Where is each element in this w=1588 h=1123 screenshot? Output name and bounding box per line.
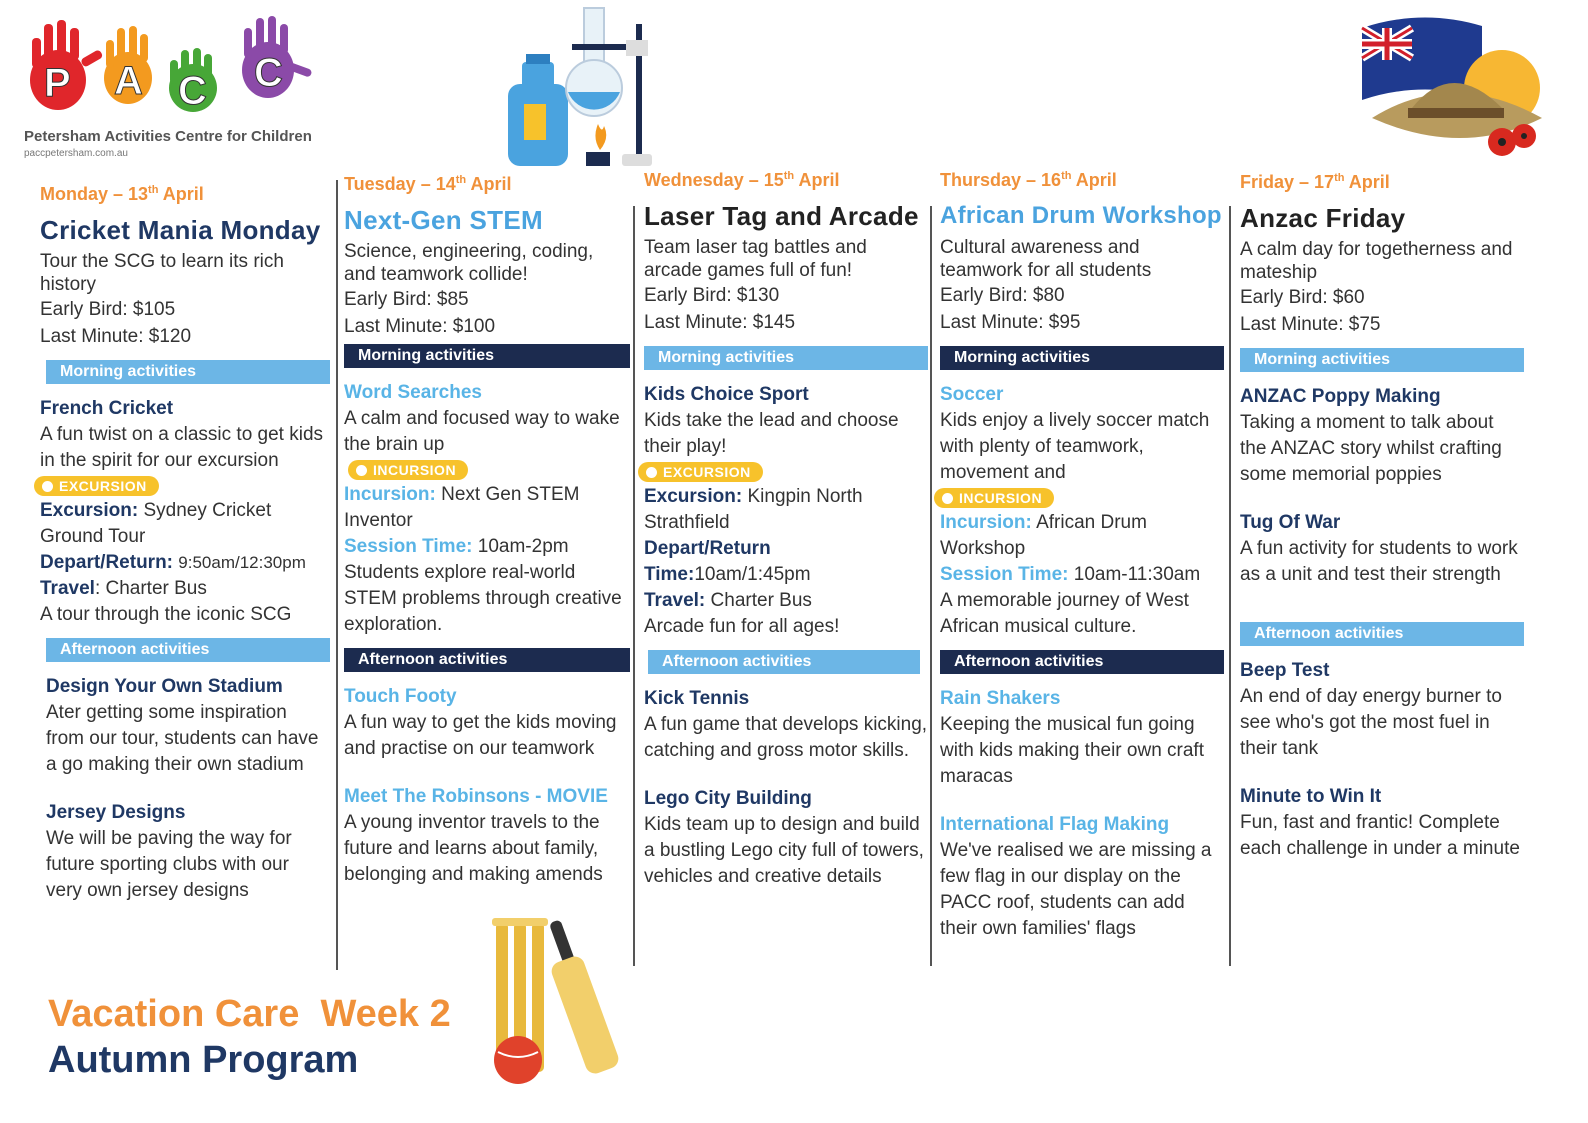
activity-text: Kids enjoy a lively soccer match with plenty of teamwork, movement and xyxy=(940,410,1210,483)
last-minute-price: Last Minute: $100 xyxy=(344,316,496,337)
afternoon-activities-bar: Afternoon activities xyxy=(648,650,920,674)
activity-title: Touch Footy xyxy=(344,686,457,707)
activity-text: We will be paving the way for future sporting clubs with our very own jersey designs xyxy=(46,828,292,901)
morning-closing-text: Students explore real-world STEM problems through creative exploration. xyxy=(344,562,622,635)
afternoon-activities-bar: Afternoon activities xyxy=(940,650,1224,674)
paw-icon xyxy=(942,493,953,504)
day-column-thursday xyxy=(940,170,1224,970)
day-title: Anzac Friday xyxy=(1240,203,1406,233)
early-bird-price: Early Bird: $130 xyxy=(644,285,780,306)
activity-text: Fun, fast and frantic! Complete each challenge in under a minute xyxy=(1240,812,1520,859)
day-title: Laser Tag and Arcade xyxy=(644,201,919,231)
activity-text: Taking a moment to talk about the ANZAC story whilst crafting some memorial poppies xyxy=(1240,412,1502,485)
activity-title: French Cricket xyxy=(40,398,174,419)
activity-text: Keeping the musical fun going with kids making their own craft maracas xyxy=(940,714,1204,787)
activity-text: A fun twist on a classic to get kids in the spirit for our excursion xyxy=(40,424,324,471)
anzac-hat-flag-icon xyxy=(1352,8,1562,178)
activity-title: International Flag Making xyxy=(940,814,1170,835)
activity-title: Lego City Building xyxy=(644,788,812,809)
activity-title: Tug Of War xyxy=(1240,512,1341,533)
day-column-wednesday xyxy=(644,170,928,970)
day-description: Tour the SCG to learn its rich history xyxy=(40,251,284,295)
activity-title: Meet The Robinsons - MOVIE xyxy=(344,786,608,807)
excursion-info: Excursion: Sydney Cricket Ground Tour xyxy=(40,500,272,547)
program-footer xyxy=(48,992,451,1084)
excursion-info: Excursion: Kingpin North Strathfield xyxy=(644,486,863,533)
paw-icon xyxy=(356,465,367,476)
incursion-info: Incursion: African Drum Workshop xyxy=(940,512,1147,559)
morning-activities-bar: Morning activities xyxy=(46,360,330,384)
activity-title: ANZAC Poppy Making xyxy=(1240,386,1441,407)
day-column-tuesday xyxy=(344,174,630,974)
morning-activities-bar: Morning activities xyxy=(1240,348,1524,372)
activity-title: Word Searches xyxy=(344,382,482,403)
session-time-info: Session Time: 10am-2pm xyxy=(344,536,569,557)
session-time-info: Session Time: 10am-11:30am xyxy=(940,564,1201,585)
activity-text: We've realised we are missing a few flag in our display on the PACC roof, students can add their own families' flags xyxy=(940,840,1212,939)
incursion-info: Incursion: Next Gen STEM Inventor xyxy=(344,484,580,531)
activity-title: Soccer xyxy=(940,384,1004,405)
brand-name: Petersham Activities Centre for Children xyxy=(24,128,312,145)
day-title: Next-Gen STEM xyxy=(344,205,543,235)
excursion-badge: EXCURSION xyxy=(638,462,763,482)
activity-title: Beep Test xyxy=(1240,660,1330,681)
activity-title: Jersey Designs xyxy=(46,802,186,823)
activity-text: An end of day energy burner to see who's got the most fuel in their tank xyxy=(1240,686,1502,759)
depart-return-info: Depart/Return Time:10am/1:45pm xyxy=(644,538,811,585)
last-minute-price: Last Minute: $120 xyxy=(40,326,192,347)
activity-text: A fun game that develops kicking, catching and gross motor skills. xyxy=(644,714,928,761)
day-date: Tuesday – 14th April xyxy=(344,174,512,194)
pacc-logo xyxy=(18,10,348,170)
science-lab-icon xyxy=(500,4,660,169)
column-divider-4 xyxy=(1229,206,1231,966)
incursion-badge: INCURSION xyxy=(934,488,1054,508)
travel-info: Travel: Charter Bus xyxy=(644,590,812,611)
depart-return-info: Depart/Return: 9:50am/12:30pm xyxy=(40,552,306,573)
logo-letter-p: P xyxy=(44,61,71,105)
logo-letter-c2: C xyxy=(254,51,283,95)
early-bird-price: Early Bird: $60 xyxy=(1240,287,1365,308)
activity-title: Kids Choice Sport xyxy=(644,384,809,405)
program-season-title: Autumn Program xyxy=(48,1039,359,1081)
activity-text: A fun way to get the kids moving and practise on our teamwork xyxy=(344,712,617,759)
excursion-badge: EXCURSION xyxy=(34,476,159,496)
last-minute-price: Last Minute: $75 xyxy=(1240,314,1381,335)
day-description: Team laser tag battles and arcade games full of fun! xyxy=(644,237,867,281)
morning-activities-bar: Morning activities xyxy=(344,344,630,368)
early-bird-price: Early Bird: $80 xyxy=(940,285,1065,306)
activity-text: Ater getting some inspiration from our tour, students can have a go making their own stadium xyxy=(46,702,319,775)
activity-text: A calm and focused way to wake the brain up xyxy=(344,408,620,455)
column-divider-2 xyxy=(633,206,635,966)
activity-text: A young inventor travels to the future and learns about family, belonging and making amends xyxy=(344,812,603,885)
logo-letter-c1: C xyxy=(178,69,207,113)
day-title: Cricket Mania Monday xyxy=(40,215,321,245)
last-minute-price: Last Minute: $95 xyxy=(940,312,1081,333)
activity-title: Minute to Win It xyxy=(1240,786,1382,807)
day-column-friday xyxy=(1240,172,1524,972)
activity-title: Rain Shakers xyxy=(940,688,1061,709)
day-column-monday xyxy=(40,184,330,984)
day-description: A calm day for togetherness and mateship xyxy=(1240,239,1513,283)
day-description: Cultural awareness and teamwork for all students xyxy=(940,237,1152,281)
brand-url: paccpetersham.com.au xyxy=(24,148,128,159)
early-bird-price: Early Bird: $105 xyxy=(40,299,176,320)
column-divider-1 xyxy=(336,180,338,970)
afternoon-activities-bar: Afternoon activities xyxy=(1240,622,1524,646)
activity-text: A fun activity for students to work as a unit and test their strength xyxy=(1240,538,1518,585)
day-date: Thursday – 16th April xyxy=(940,170,1117,190)
morning-closing-text: A tour through the iconic SCG xyxy=(40,604,292,625)
activity-title: Design Your Own Stadium xyxy=(46,676,283,697)
column-divider-3 xyxy=(930,206,932,966)
day-date: Friday – 17th April xyxy=(1240,172,1390,192)
handprint-logo-icon xyxy=(18,10,318,125)
day-date: Wednesday – 15th April xyxy=(644,170,840,190)
morning-closing-text: A memorable journey of West African musical culture. xyxy=(940,590,1189,637)
afternoon-activities-bar: Afternoon activities xyxy=(46,638,330,662)
vacation-care-title: Vacation Care Week 2 xyxy=(48,993,451,1035)
activity-title: Kick Tennis xyxy=(644,688,750,709)
logo-letter-a: A xyxy=(114,59,143,103)
incursion-badge: INCURSION xyxy=(348,460,468,480)
early-bird-price: Early Bird: $85 xyxy=(344,289,469,310)
day-title: African Drum Workshop xyxy=(940,202,1222,229)
day-description: Science, engineering, coding, and teamwork collide! xyxy=(344,241,594,285)
paw-icon xyxy=(646,467,657,478)
morning-activities-bar: Morning activities xyxy=(940,346,1224,370)
last-minute-price: Last Minute: $145 xyxy=(644,312,796,333)
day-date: Monday – 13th April xyxy=(40,184,204,204)
paw-icon xyxy=(42,481,53,492)
activity-text: Kids take the lead and choose their play! xyxy=(644,410,899,457)
activity-text: Kids team up to design and build a bustling Lego city full of towers, vehicles and creative details xyxy=(644,814,924,887)
morning-closing-text: Arcade fun for all ages! xyxy=(644,616,840,637)
afternoon-activities-bar: Afternoon activities xyxy=(344,648,630,672)
morning-activities-bar: Morning activities xyxy=(644,346,928,370)
travel-info: Travel: Charter Bus xyxy=(40,578,207,599)
